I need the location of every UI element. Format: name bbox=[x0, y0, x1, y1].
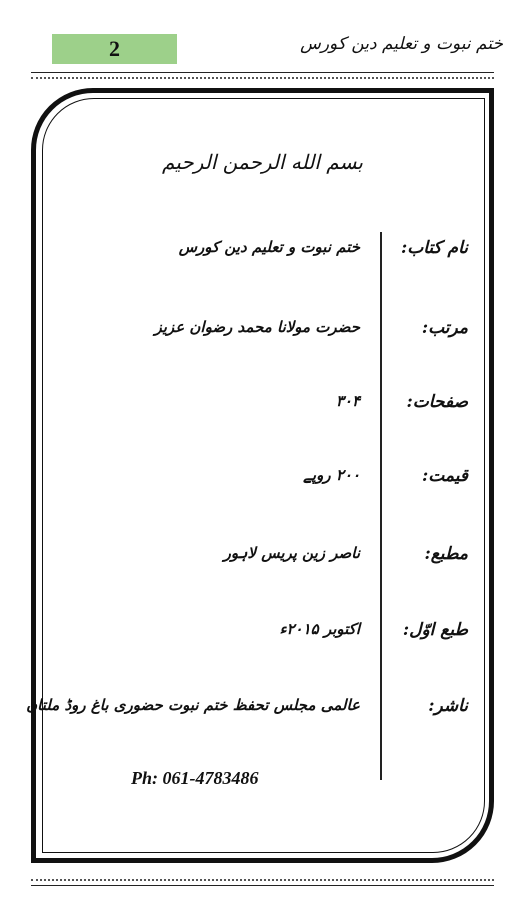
info-row-compiler bbox=[60, 312, 470, 352]
info-label: مرتب: bbox=[421, 318, 468, 338]
phone-number: Ph: 061-4783486 bbox=[131, 768, 259, 788]
info-label: ناشر: bbox=[428, 696, 468, 716]
footer-rule bbox=[31, 879, 494, 886]
info-value: اکتوبر ۲۰۱۵ء bbox=[279, 620, 360, 638]
info-row-price bbox=[60, 460, 470, 500]
info-value: ۲۰۰ روپے bbox=[303, 466, 360, 484]
info-label: نام کتاب: bbox=[400, 238, 468, 258]
info-row-first-edition bbox=[60, 614, 470, 654]
info-label: طبع اوّل: bbox=[402, 620, 468, 640]
running-header-title: ختم نبوت و تعلیم دین کورس bbox=[300, 34, 503, 54]
info-label: مطبع: bbox=[424, 544, 468, 564]
info-row-publisher bbox=[26, 690, 470, 730]
info-value: ناصر زین پریس لاہور bbox=[223, 544, 360, 562]
info-label: قیمت: bbox=[421, 466, 468, 486]
page-number-box bbox=[52, 34, 177, 64]
info-value: ۳۰۴ bbox=[335, 392, 360, 410]
info-row-book-name bbox=[60, 232, 470, 272]
info-row-press bbox=[60, 538, 470, 578]
info-value: حضرت مولانا محمد رضوان عزیز bbox=[154, 318, 360, 336]
page-number: 2 bbox=[109, 36, 120, 61]
info-label: صفحات: bbox=[406, 392, 468, 412]
info-value: ختم نبوت و تعلیم دین کورس bbox=[178, 238, 360, 256]
header-rule bbox=[31, 72, 494, 79]
basmala-calligraphy: بسم الله الرحمن الرحیم bbox=[161, 150, 363, 174]
info-value: عالمی مجلس تحفظ ختم نبوت حضوری باغ روڈ ملتان bbox=[26, 696, 360, 714]
info-row-pages bbox=[60, 386, 470, 426]
